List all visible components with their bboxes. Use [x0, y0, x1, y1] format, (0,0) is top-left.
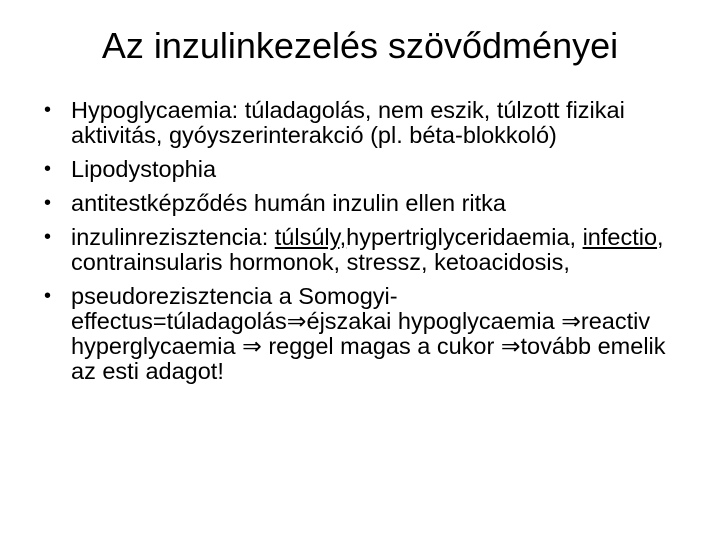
- bullet-text: antitestképződés humán inzulin ellen ritka: [71, 190, 507, 216]
- bullet-antitestkepzodes: [44, 191, 684, 216]
- bullet-hypoglycaemia: [44, 98, 684, 148]
- bullet-text-part: inzulinrezisztencia:: [71, 224, 275, 250]
- bullet-inzulinrezisztencia: [44, 225, 684, 275]
- bullet-marker: •: [44, 99, 52, 121]
- slide-title: Az inzulinkezelés szövődményei: [101, 25, 619, 66]
- bullet-pseudorezisztencia: [44, 284, 684, 384]
- bullet-marker: •: [44, 226, 52, 248]
- bullet-text: Lipodystophia: [71, 156, 217, 182]
- bullet-text: Hypoglycaemia: túladagolás, nem eszik, túlzott fizikai aktivitás, gyóyszerinterakció (pl. béta-blokkoló): [71, 97, 625, 148]
- bullet-text-part: hypertriglyceridaemia,: [346, 224, 583, 250]
- underlined-term-tulsuly: túlsúly,: [274, 224, 347, 250]
- bullet-list: [44, 98, 684, 393]
- bullet-lipodystophia: [44, 157, 684, 182]
- bullet-marker: •: [44, 285, 52, 307]
- underlined-term-infectio: infectio: [582, 224, 658, 250]
- bullet-text: pseudorezisztencia a Somogyi-effectus=túladagolás⇒éjszakai hypoglycaemia ⇒reactiv hyperglycaemia ⇒ reggel magas a cukor ⇒tovább emelik az esti adagot!: [71, 283, 666, 384]
- bullet-marker: •: [44, 192, 52, 214]
- bullet-text-part: , contrainsularis hormonok, stressz, ketoacidosis,: [71, 224, 664, 275]
- bullet-marker: •: [44, 158, 52, 180]
